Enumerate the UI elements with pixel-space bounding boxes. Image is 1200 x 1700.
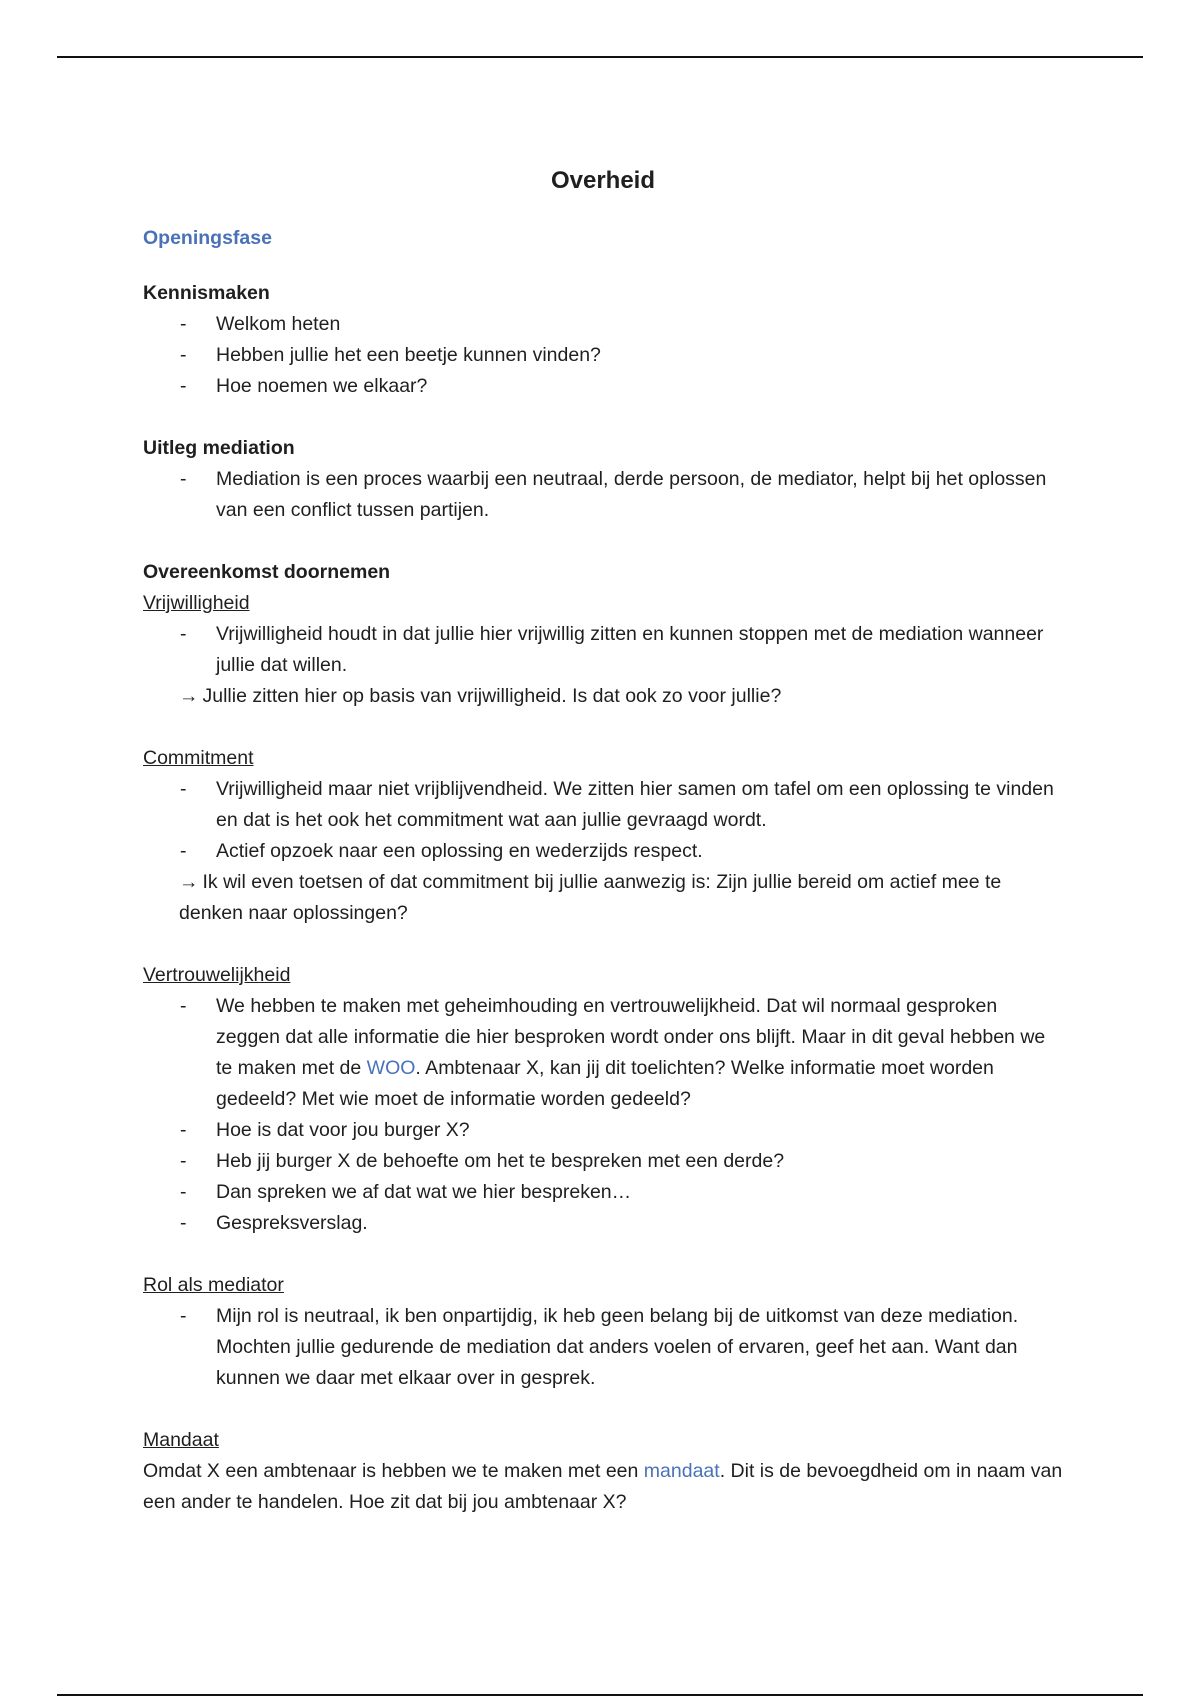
heading-uitleg-mediation: Uitleg mediation xyxy=(143,437,295,459)
list-item: - Welkom heten xyxy=(143,309,1063,340)
section-heading-openingsfase: Openingsfase xyxy=(143,227,272,249)
subheading-mandaat: Mandaat xyxy=(143,1429,219,1451)
list-item: - Actief opzoek naar een oplossing en wederzijds respect. xyxy=(143,836,1063,867)
list-item: - Hebben jullie het een beetje kunnen vinden? xyxy=(143,340,1063,371)
list-vrijwilligheid xyxy=(143,619,1063,681)
paragraph-mandaat: Omdat X een ambtenaar is hebben we te maken met een mandaat. Dit is de bevoegdheid om in naam van een ander te handelen. Hoe zit dat bij jou ambtenaar X? xyxy=(143,1460,1063,1513)
document-body xyxy=(143,165,1063,1518)
subheading-commitment: Commitment xyxy=(143,747,254,769)
heading-kennismaken: Kennismaken xyxy=(143,282,270,304)
list-commitment xyxy=(143,774,1063,867)
bottom-rule xyxy=(57,1694,1143,1696)
list-item: - Vrijwilligheid houdt in dat jullie hier vrijwillig zitten en kunnen stoppen met de mediation wanneer jullie dat willen. xyxy=(143,619,1063,681)
mandaat-link[interactable]: mandaat xyxy=(643,1460,720,1482)
list-item: - We hebben te maken met geheimhouding en vertrouwelijkheid. Dat wil normaal gesproken zeggen dat alle informatie die hier besproken wordt onder ons blijft. Maar in dit geval hebben we te maken met de WOO. Ambtenaar X, kan jij dit toelichten? Welke informatie moet worden gedeeld? Met wie moet de informatie worden gedeeld? xyxy=(143,991,1063,1115)
list-item: - Heb jij burger X de behoefte om het te bespreken met een derde? xyxy=(143,1146,1063,1177)
woo-link[interactable]: WOO xyxy=(366,1057,416,1079)
subheading-rol-als-mediator: Rol als mediator xyxy=(143,1274,284,1296)
list-vertrouwelijkheid xyxy=(143,991,1063,1239)
arrow-note-vrijwilligheid: → Jullie zitten hier op basis van vrijwilligheid. Is dat ook zo voor jullie? xyxy=(179,685,782,707)
list-rol xyxy=(143,1301,1063,1394)
list-item: - Mijn rol is neutraal, ik ben onpartijdig, ik heb geen belang bij de uitkomst van deze mediation. Mochten jullie gedurende de mediation dat anders voelen of ervaren, geef het aan. Want dan kunnen we daar met elkaar over in gesprek. xyxy=(143,1301,1063,1394)
subheading-vrijwilligheid: Vrijwilligheid xyxy=(143,592,250,614)
list-item: - Mediation is een proces waarbij een neutraal, derde persoon, de mediator, helpt bij het oplossen van een conflict tussen partijen. xyxy=(143,464,1063,526)
page-title: Overheid xyxy=(550,167,656,194)
list-item: - Hoe is dat voor jou burger X? xyxy=(143,1115,1063,1146)
list-kennismaken xyxy=(143,309,1063,402)
list-uitleg xyxy=(143,464,1063,526)
list-item: - Hoe noemen we elkaar? xyxy=(143,371,1063,402)
heading-overeenkomst: Overeenkomst doornemen xyxy=(143,561,391,583)
list-item: - Dan spreken we af dat wat we hier bespreken… xyxy=(143,1177,1063,1208)
top-rule xyxy=(57,56,1143,58)
list-item: - Vrijwilligheid maar niet vrijblijvendheid. We zitten hier samen om tafel om een oplossing te vinden en dat is het ook het commitment wat aan jullie gevraagd wordt. xyxy=(143,774,1063,836)
subheading-vertrouwelijkheid: Vertrouwelijkheid xyxy=(143,964,291,986)
arrow-note-commitment: → Ik wil even toetsen of dat commitment bij jullie aanwezig is: Zijn jullie bereid om actief mee te denken naar oplossingen? xyxy=(179,871,1002,924)
arrow-right-icon: → xyxy=(179,685,199,707)
list-item: - Gespreksverslag. xyxy=(143,1208,1063,1239)
arrow-right-icon: → xyxy=(179,871,199,893)
